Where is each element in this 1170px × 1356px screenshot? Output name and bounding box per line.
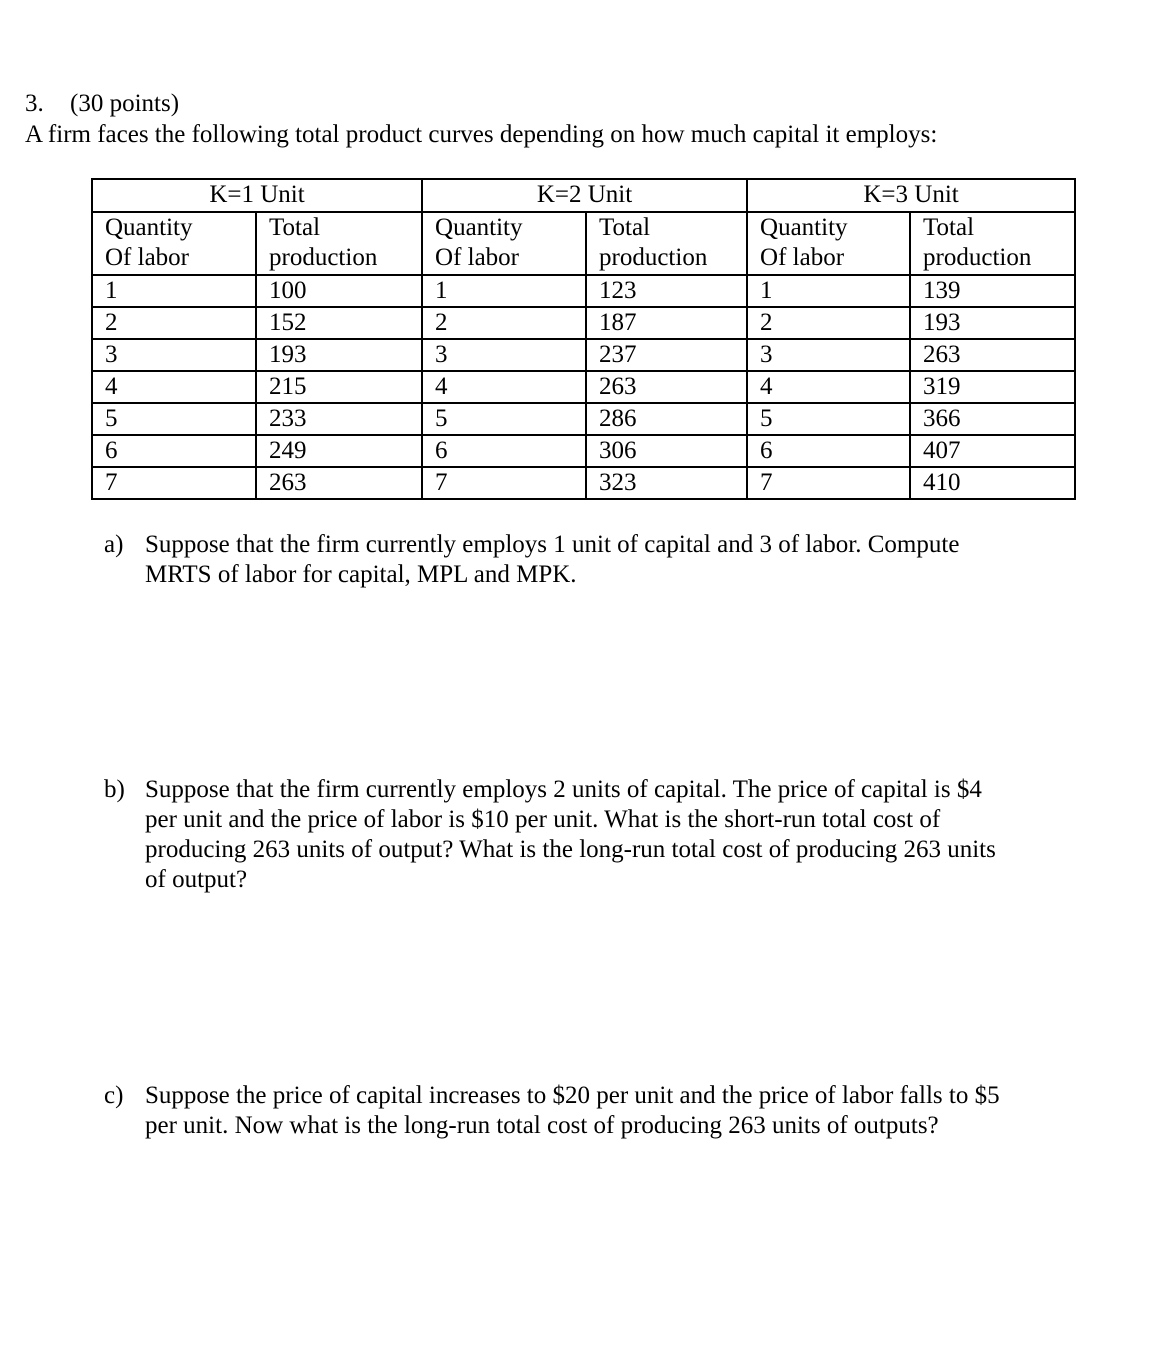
question-points: (30 points) [70,90,180,117]
column-header-quantity: Quantity Of labor [92,212,256,275]
labor-cell: 3 [747,339,910,371]
group-label-k3: K=3 Unit [747,179,1075,212]
total-product-table [91,178,1076,500]
labor-cell: 2 [92,307,256,339]
table-group-header-row [92,179,1075,212]
production-cell: 263 [586,371,747,403]
question-header [25,89,179,119]
part-c [104,1081,1064,1141]
part-label: c) [104,1082,124,1109]
production-cell: 407 [910,435,1075,467]
table-row [92,371,1075,403]
production-cell: 263 [910,339,1075,371]
production-cell: 123 [586,275,747,307]
labor-cell: 6 [92,435,256,467]
table-row [92,339,1075,371]
labor-cell: 4 [92,371,256,403]
table-row [92,467,1075,499]
labor-cell: 5 [422,403,586,435]
production-cell: 410 [910,467,1075,499]
labor-cell: 2 [422,307,586,339]
labor-cell: 4 [747,371,910,403]
production-cell: 152 [256,307,422,339]
production-cell: 263 [256,467,422,499]
group-label-k1: K=1 Unit [92,179,422,212]
labor-cell: 7 [92,467,256,499]
table-row [92,307,1075,339]
column-header-total: Total production [910,212,1075,275]
production-cell: 233 [256,403,422,435]
production-cell: 193 [256,339,422,371]
part-a [104,530,1064,590]
column-header-quantity: Quantity Of labor [422,212,586,275]
labor-cell: 5 [747,403,910,435]
part-text: Suppose the price of capital increases to $20 per unit and the price of labor falls to $5 per unit. Now what is the long-run total cost of producing 263 units of outputs? [145,1082,1000,1139]
production-cell: 187 [586,307,747,339]
production-cell: 286 [586,403,747,435]
part-text: Suppose that the firm currently employs 1 unit of capital and 3 of labor. Compute MRTS of labor for capital, MPL and MPK. [145,531,960,588]
part-b [104,775,1064,895]
labor-cell: 1 [92,275,256,307]
production-cell: 100 [256,275,422,307]
group-label-k2: K=2 Unit [422,179,747,212]
labor-cell: 2 [747,307,910,339]
production-cell: 323 [586,467,747,499]
production-cell: 319 [910,371,1075,403]
production-cell: 366 [910,403,1075,435]
part-label: b) [104,776,125,803]
labor-cell: 3 [92,339,256,371]
production-cell: 215 [256,371,422,403]
part-label: a) [104,531,124,558]
labor-cell: 1 [422,275,586,307]
labor-cell: 7 [422,467,586,499]
column-header-total: Total production [586,212,747,275]
part-text: Suppose that the firm currently employs 2 units of capital. The price of capital is $4 per unit and the price of labor is $10 per unit. What is the short-run total cost of producing 263 units of output? What is the long-run total cost of producing 263 units of output? [145,776,996,893]
production-cell: 249 [256,435,422,467]
table-row [92,275,1075,307]
production-cell: 193 [910,307,1075,339]
labor-cell: 1 [747,275,910,307]
labor-cell: 4 [422,371,586,403]
labor-cell: 6 [747,435,910,467]
labor-cell: 3 [422,339,586,371]
production-cell: 139 [910,275,1075,307]
column-header-quantity: Quantity Of labor [747,212,910,275]
column-header-total: Total production [256,212,422,275]
table-row [92,403,1075,435]
labor-cell: 5 [92,403,256,435]
table-row [92,435,1075,467]
labor-cell: 6 [422,435,586,467]
table-column-header-row [92,212,1075,275]
production-cell: 237 [586,339,747,371]
question-intro: A firm faces the following total product curves depending on how much capital it employs: [25,121,938,148]
question-number: 3. [25,90,44,117]
production-cell: 306 [586,435,747,467]
labor-cell: 7 [747,467,910,499]
